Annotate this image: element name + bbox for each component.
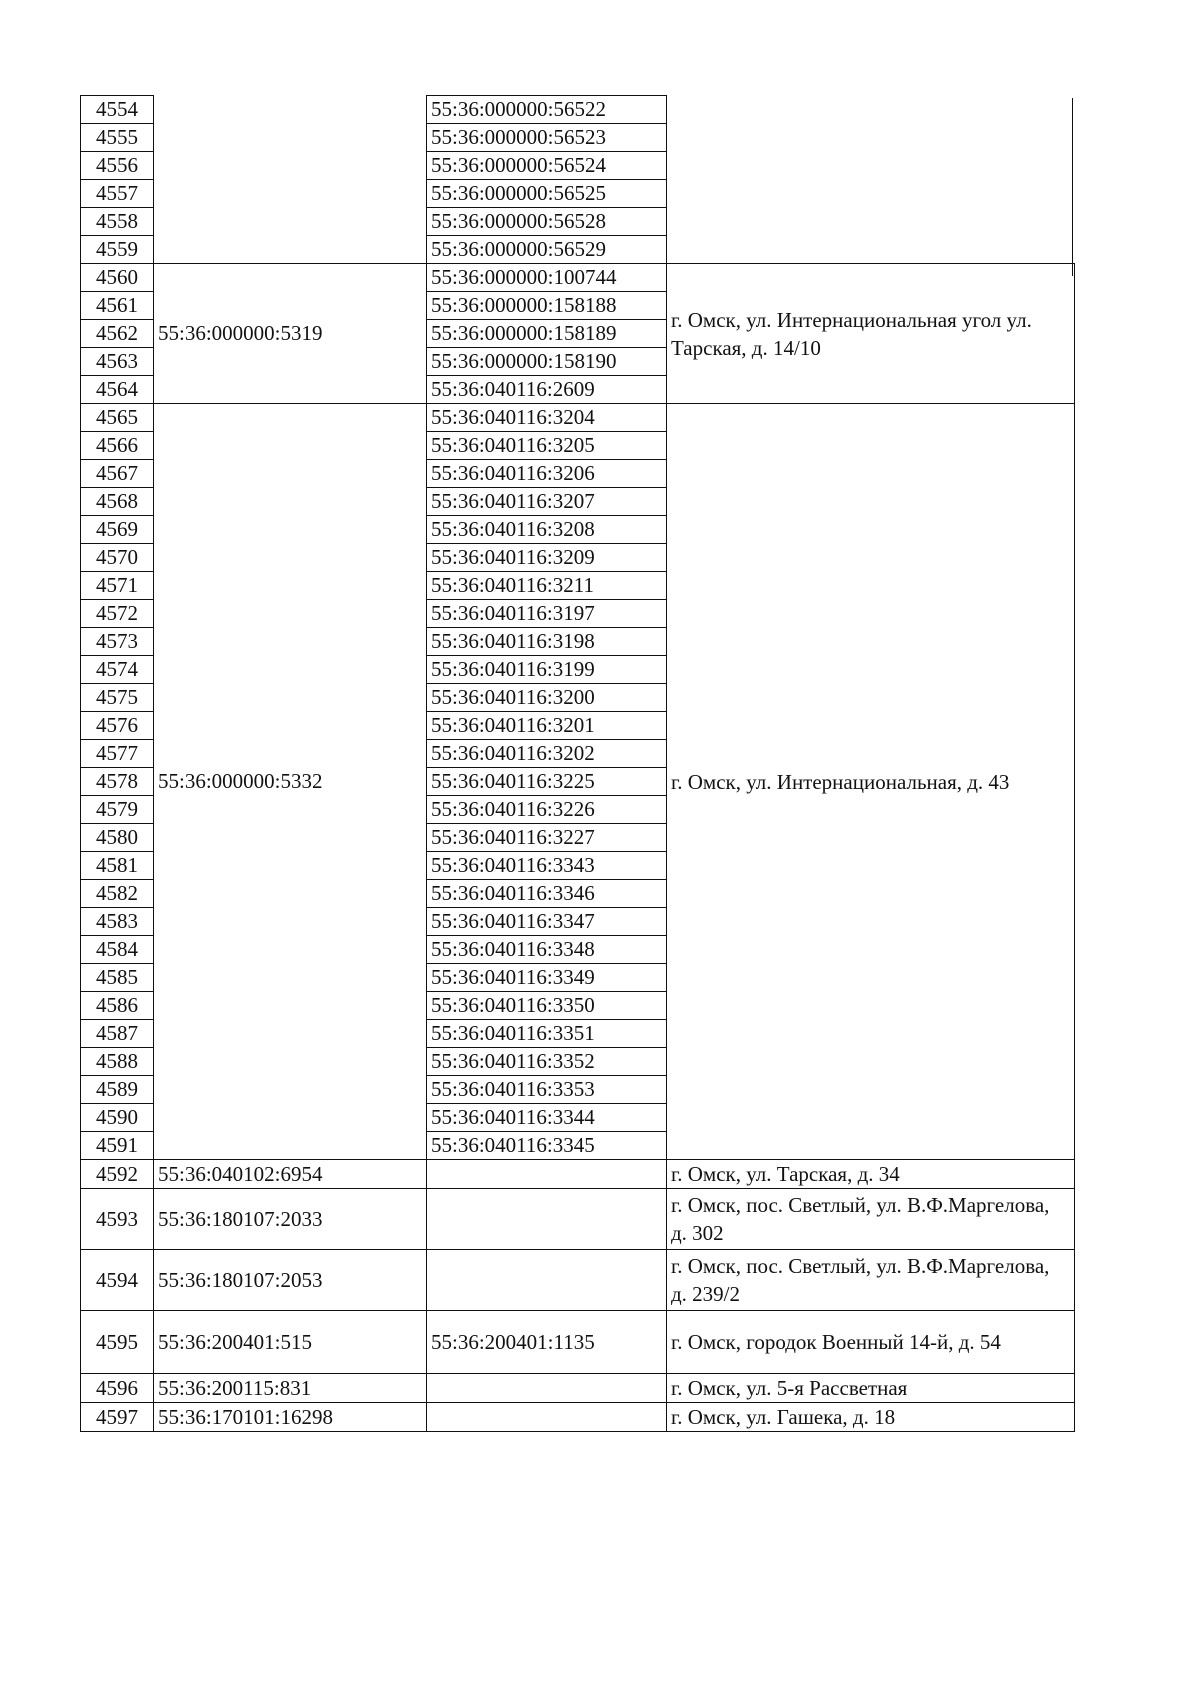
table-row [81,1374,1075,1403]
table-row [81,1160,1075,1189]
cadastral-number: 55:36:200401:1135 [427,1311,667,1374]
row-number: 4590 [81,1104,154,1132]
row-number: 4577 [81,740,154,768]
row-number: 4558 [81,208,154,236]
row-number: 4586 [81,992,154,1020]
address: г. Омск, городок Военный 14-й, д. 54 [667,1311,1075,1374]
row-number: 4588 [81,1048,154,1076]
row-number: 4571 [81,572,154,600]
cadastral-number [427,1189,667,1250]
cadastral-number: 55:36:000000:56528 [427,208,667,236]
cadastral-number: 55:36:000000:158190 [427,348,667,376]
cadastral-number: 55:36:040116:3344 [427,1104,667,1132]
parcel-number: 55:36:200401:515 [154,1311,427,1374]
cadastral-number: 55:36:040116:3200 [427,684,667,712]
row-number: 4587 [81,1020,154,1048]
row-number: 4565 [81,404,154,432]
row-number: 4559 [81,236,154,264]
cadastral-number: 55:36:040116:3208 [427,516,667,544]
cadastral-number: 55:36:000000:56523 [427,124,667,152]
cadastral-number: 55:36:040116:3201 [427,712,667,740]
cadastral-number: 55:36:000000:56524 [427,152,667,180]
cadastral-number: 55:36:040116:3346 [427,880,667,908]
cadastral-number: 55:36:040116:3225 [427,768,667,796]
cadastral-number: 55:36:040116:3211 [427,572,667,600]
row-number: 4597 [81,1403,154,1432]
row-number: 4561 [81,292,154,320]
cadastral-number: 55:36:040116:3197 [427,600,667,628]
table-row [81,1250,1075,1311]
cadastral-number: 55:36:040116:3353 [427,1076,667,1104]
row-number: 4556 [81,152,154,180]
row-number: 4574 [81,656,154,684]
row-number: 4573 [81,628,154,656]
cadastral-number: 55:36:040116:3350 [427,992,667,1020]
row-number: 4579 [81,796,154,824]
cadastral-number: 55:36:040116:3205 [427,432,667,460]
row-number: 4589 [81,1076,154,1104]
row-number: 4554 [81,96,154,124]
table-row [81,1189,1075,1250]
cadastral-number: 55:36:040116:3343 [427,852,667,880]
row-number: 4591 [81,1132,154,1160]
row-number: 4562 [81,320,154,348]
table-row [81,264,1075,292]
cadastral-number: 55:36:000000:158188 [427,292,667,320]
address: г. Омск, пос. Светлый, ул. В.Ф.Маргелова, д. 239/2 [667,1250,1075,1311]
parcel-number: 55:36:040102:6954 [154,1160,427,1189]
cadastral-number: 55:36:040116:3204 [427,404,667,432]
cadastral-number: 55:36:000000:56525 [427,180,667,208]
address: г. Омск, пос. Светлый, ул. В.Ф.Маргелова, д. 302 [667,1189,1075,1250]
address: г. Омск, ул. Интернациональная, д. 43 [667,404,1075,1160]
cadastral-number: 55:36:040116:3206 [427,460,667,488]
cadastral-number: 55:36:040116:3227 [427,824,667,852]
address: г. Омск, ул. Интернациональная угол ул. Тарская, д. 14/10 [667,264,1075,404]
address: г. Омск, ул. Гашека, д. 18 [667,1403,1075,1432]
row-number: 4568 [81,488,154,516]
address: г. Омск, ул. 5-я Рассветная [667,1374,1075,1403]
parcel-cell-empty [154,96,427,264]
cadastral-number: 55:36:040116:3352 [427,1048,667,1076]
row-number: 4566 [81,432,154,460]
row-number: 4596 [81,1374,154,1403]
address-cell-empty [667,96,1075,264]
parcel-number: 55:36:180107:2033 [154,1189,427,1250]
cadastral-number: 55:36:000000:56522 [427,96,667,124]
row-number: 4580 [81,824,154,852]
row-number: 4570 [81,544,154,572]
row-number: 4582 [81,880,154,908]
row-number: 4583 [81,908,154,936]
parcel-number: 55:36:000000:5319 [154,264,427,404]
parcel-number: 55:36:000000:5332 [154,404,427,1160]
row-number: 4581 [81,852,154,880]
row-number: 4585 [81,964,154,992]
registry-table [80,95,1075,1432]
row-number: 4563 [81,348,154,376]
table-row [81,1403,1075,1432]
cadastral-number: 55:36:040116:3209 [427,544,667,572]
row-number: 4593 [81,1189,154,1250]
row-number: 4575 [81,684,154,712]
cadastral-number: 55:36:040116:3348 [427,936,667,964]
cadastral-number: 55:36:040116:3199 [427,656,667,684]
row-number: 4557 [81,180,154,208]
cadastral-number: 55:36:040116:3202 [427,740,667,768]
row-number: 4567 [81,460,154,488]
row-number: 4560 [81,264,154,292]
table-row [81,404,1075,432]
parcel-number: 55:36:180107:2053 [154,1250,427,1311]
cadastral-number: 55:36:000000:100744 [427,264,667,292]
cadastral-number [427,1374,667,1403]
table-row [81,96,1075,124]
cadastral-number: 55:36:040116:2609 [427,376,667,404]
cadastral-number: 55:36:040116:3347 [427,908,667,936]
cadastral-number: 55:36:040116:3351 [427,1020,667,1048]
cadastral-number [427,1160,667,1189]
parcel-number: 55:36:170101:16298 [154,1403,427,1432]
row-number: 4578 [81,768,154,796]
cadastral-number: 55:36:040116:3226 [427,796,667,824]
cadastral-number: 55:36:000000:158189 [427,320,667,348]
row-number: 4592 [81,1160,154,1189]
row-number: 4555 [81,124,154,152]
cadastral-number: 55:36:040116:3349 [427,964,667,992]
cadastral-number: 55:36:040116:3345 [427,1132,667,1160]
cadastral-number [427,1250,667,1311]
table-row [81,1311,1075,1374]
row-number: 4584 [81,936,154,964]
cadastral-number: 55:36:040116:3198 [427,628,667,656]
row-number: 4576 [81,712,154,740]
row-number: 4572 [81,600,154,628]
cadastral-number: 55:36:040116:3207 [427,488,667,516]
column-border-right [1072,98,1073,276]
cadastral-number [427,1403,667,1432]
row-number: 4594 [81,1250,154,1311]
row-number: 4564 [81,376,154,404]
parcel-number: 55:36:200115:831 [154,1374,427,1403]
cadastral-number: 55:36:000000:56529 [427,236,667,264]
address: г. Омск, ул. Тарская, д. 34 [667,1160,1075,1189]
registry-table-body [81,96,1075,1432]
row-number: 4595 [81,1311,154,1374]
row-number: 4569 [81,516,154,544]
